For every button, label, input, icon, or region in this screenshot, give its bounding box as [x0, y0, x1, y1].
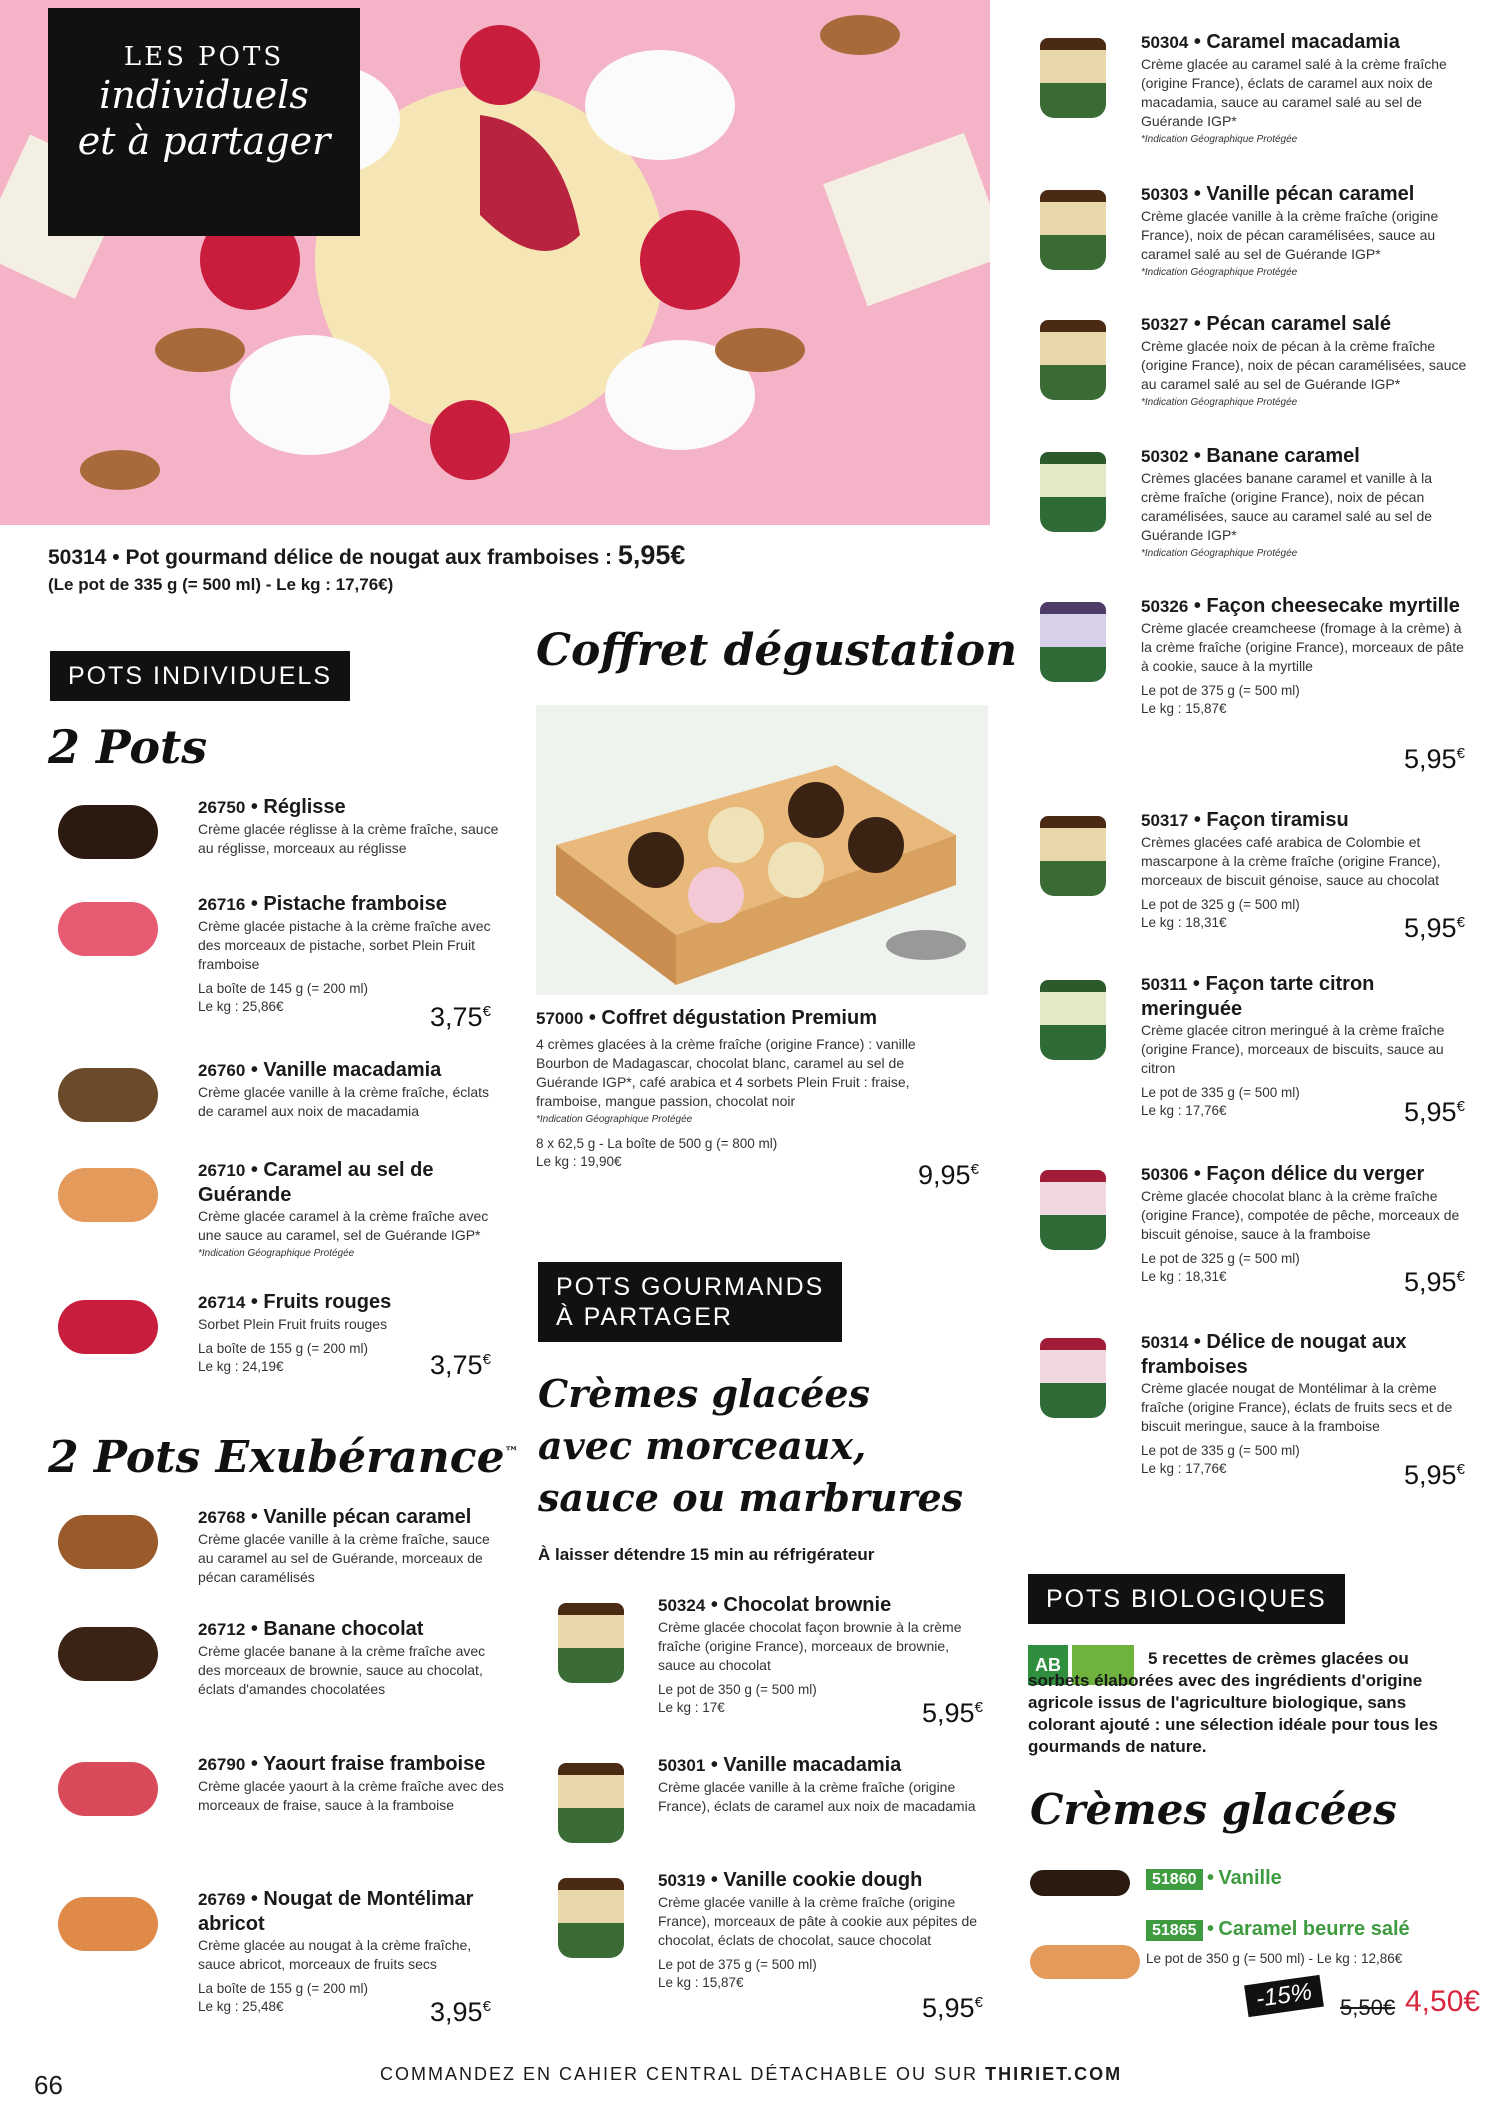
product-image: [1040, 816, 1106, 896]
product-code: 50317: [1141, 811, 1189, 830]
product-price: [1404, 913, 1465, 944]
bio-item-caramel-code: 51865: [1146, 1920, 1203, 1941]
product-name: Pistache framboise: [263, 893, 447, 915]
product-price: [1404, 1460, 1465, 1491]
product-price-currency: €: [482, 1998, 491, 2015]
product-code: 50302: [1141, 447, 1189, 466]
product-item: 26760 • Vanille macadamia Crème glacée vanille à la crème fraîche, éclats de caramel aux noix de macadamia: [198, 1058, 508, 1121]
product-code: 26760: [198, 1061, 246, 1080]
product-kg: Le kg : 25,48€: [198, 1999, 284, 2014]
coffret-weight: 8 x 62,5 g - La boîte de 500 g (= 800 ml): [536, 1136, 778, 1151]
heading-bio-cremes-glacees: Crèmes glacées: [1030, 1785, 1397, 1834]
featured-code: 50314: [48, 546, 107, 569]
product-price-value: 5,95: [922, 1993, 975, 2023]
product-price: [430, 1350, 491, 1381]
product-desc: Crème glacée vanille à la crème fraîche (origine France), noix de pécan caramélisées, sauce au caramel salé au sel de Guérande IGP*: [1141, 208, 1439, 262]
product-item: 26710 • Caramel au sel de Guérande Crème glacée caramel à la crème fraîche avec une sauce au caramel, sel de Guérande IGP* *Indication Géographique Protégée: [198, 1158, 508, 1263]
product-code: 50319: [658, 1871, 706, 1890]
product-item: 26790 • Yaourt fraise framboise Crème glacée yaourt à la crème fraîche avec des morceaux de fraise, sauce à la framboise: [198, 1752, 508, 1815]
product-price-currency: €: [482, 1351, 491, 1368]
product-code: 26710: [198, 1161, 246, 1180]
product-desc: Crème glacée chocolat façon brownie à la crème fraîche (origine France), morceaux de brownie, sauce au chocolat: [658, 1619, 962, 1673]
product-code: 50314: [1141, 1333, 1189, 1352]
product-name: Délice de nougat aux framboises: [1141, 1331, 1407, 1378]
product-code: 26769: [198, 1890, 246, 1909]
product-name: Vanille macadamia: [263, 1059, 442, 1081]
coffret-note: *Indication Géographique Protégée: [536, 1114, 693, 1125]
label-pots-gourmands-line1: POTS GOURMANDS: [556, 1273, 825, 1301]
heading-gourmands-line3: sauce ou marbrures: [538, 1475, 964, 1520]
bio-item-vanille: 51860 • Vanille: [1146, 1867, 1282, 1890]
product-name: Façon délice du verger: [1206, 1163, 1425, 1185]
product-image: [1040, 1170, 1106, 1250]
product-kg: Le kg : 17,76€: [1141, 1103, 1227, 1118]
product-note: *Indication Géographique Protégée: [198, 1248, 355, 1259]
product-weight: La boîte de 145 g (= 200 ml): [198, 981, 368, 996]
product-note: *Indication Géographique Protégée: [1141, 548, 1298, 559]
product-price-value: 5,95: [1404, 1097, 1457, 1127]
product-name: Nougat de Montélimar abricot: [198, 1888, 474, 1935]
product-kg: Le kg : 15,87€: [1141, 701, 1227, 716]
product-code: 26714: [198, 1293, 246, 1312]
product-image: [1040, 320, 1106, 400]
product-name: Façon tarte citron meringuée: [1141, 973, 1375, 1020]
coffret-price: [918, 1160, 979, 1191]
product-item: 26769 • Nougat de Montélimar abricot Crème glacée au nougat à la crème fraîche, sauce abricot, morceaux de fruits secs La boîte de 155 g (= 200 ml) Le kg : 25,48€: [198, 1887, 508, 2016]
product-item: 50311 • Façon tarte citron meringuée Crème glacée citron meringué à la crème fraîche (origine France), morceaux de biscuits, sauce au citron Le pot de 335 g (= 500 ml) Le kg : 17,76€: [1141, 972, 1471, 1120]
page-number: 66: [34, 2070, 63, 2100]
coffret-code: 57000: [536, 1009, 584, 1028]
product-name: Banane caramel: [1206, 445, 1360, 467]
product-name: Yaourt fraise framboise: [263, 1753, 486, 1775]
product-desc: Crèmes glacées café arabica de Colombie et mascarpone à la crème fraîche (origine France), morceaux de biscuit génoise, sauce au chocolat: [1141, 834, 1441, 888]
product-weight: Le pot de 350 g (= 500 ml): [658, 1682, 817, 1697]
product-desc: Crème glacée au nougat à la crème fraîche, sauce abricot, morceaux de fruits secs: [198, 1937, 472, 1972]
product-note: *Indication Géographique Protégée: [1141, 397, 1298, 408]
coffret-name: Coffret dégustation Premium: [601, 1007, 877, 1029]
product-image: [1040, 190, 1106, 270]
product-item: 26750 • Réglisse Crème glacée réglisse à la crème fraîche, sauce au réglisse, morceaux au réglisse: [198, 795, 508, 858]
product-desc: Crème glacée chocolat blanc à la crème fraîche (origine France), compotée de pêche, morceaux de biscuit génoise, sauce à la framboise: [1141, 1188, 1460, 1242]
product-item: 50301 • Vanille macadamia Crème glacée vanille à la crème fraîche (origine France), éclats de caramel aux noix de macadamia: [658, 1753, 978, 1816]
hero-title-line1: LES POTS: [123, 42, 285, 72]
product-weight: Le pot de 325 g (= 500 ml): [1141, 1251, 1300, 1266]
product-price: [1404, 1097, 1465, 1128]
bio-weight: Le pot de 350 g (= 500 ml) - Le kg : 12,86€: [1146, 1951, 1403, 1966]
product-code: 26790: [198, 1755, 246, 1774]
product-desc: Sorbet Plein Fruit fruits rouges: [198, 1316, 388, 1332]
product-code: 50303: [1141, 185, 1189, 204]
hero-title-line2: individuels: [99, 73, 309, 117]
product-name: Banane chocolat: [263, 1618, 424, 1640]
product-price-value: 3,75: [430, 1350, 483, 1380]
heading-gourmands-line2: avec morceaux,: [538, 1423, 867, 1468]
product-kg: Le kg : 18,31€: [1141, 1269, 1227, 1284]
product-item: 50314 • Délice de nougat aux framboises Crème glacée nougat de Montélimar à la crème fraîche (origine France), éclats de fruits secs et de biscuit meringue, sauce à la framboise Le pot de 335 g (= 500 ml) Le kg : 17,76€: [1141, 1330, 1471, 1478]
heading-coffret: Coffret dégustation: [536, 625, 1018, 676]
product-price-currency: €: [1456, 914, 1465, 931]
product-item: 50306 • Façon délice du verger Crème glacée chocolat blanc à la crème fraîche (origine France), compotée de pêche, morceaux de biscuit génoise, sauce à la framboise Le pot de 325 g (= 500 ml) Le kg : 18,31€: [1141, 1162, 1471, 1286]
product-image: [58, 1762, 158, 1816]
product-kg: Le kg : 17,76€: [1141, 1461, 1227, 1476]
product-name: Vanille pécan caramel: [263, 1506, 472, 1528]
product-name: Vanille pécan caramel: [1206, 183, 1415, 205]
caramel-image: [1030, 1945, 1140, 1979]
product-image: [58, 1515, 158, 1569]
product-code: 50306: [1141, 1165, 1189, 1184]
product-price-value: 5,95: [1404, 1267, 1457, 1297]
product-kg: Le kg : 25,86€: [198, 999, 284, 1014]
product-image: [58, 1627, 158, 1681]
product-price-currency: €: [1456, 1461, 1465, 1478]
product-image: [58, 1300, 158, 1354]
hero-title-badge: [48, 8, 360, 236]
heading-2-pots: 2 Pots: [48, 720, 208, 774]
product-weight: La boîte de 155 g (= 200 ml): [198, 1341, 368, 1356]
footer-site-link[interactable]: THIRIET.COM: [985, 2064, 1123, 2084]
product-image: [58, 805, 158, 859]
hero-title-line3: et à partager: [77, 119, 331, 163]
heading-cremes-glacees-morceaux: [538, 1368, 963, 1524]
product-item: 26714 • Fruits rouges Sorbet Plein Fruit fruits rouges La boîte de 155 g (= 200 ml) Le kg : 24,19€: [198, 1290, 508, 1376]
footer-text: [380, 2064, 1122, 2085]
product-price-value: 3,95: [430, 1997, 483, 2027]
product-price: [1404, 1267, 1465, 1298]
product-name: Vanille macadamia: [723, 1754, 902, 1776]
label-pots-individuels: POTS INDIVIDUELS: [50, 651, 350, 701]
coffret-item: 57000 • Coffret dégustation Premium 4 crèmes glacées à la crème fraîche (origine France) : vanille Bourbon de Madagascar, chocolat blanc, caramel au sel de Guérande IGP*, café arabica et 4 sorbets Plein Fruit : fraise, framboise, mangue passion, chocolat noir *Indication Géographique Protégée 8 x 62,5 g - La boîte de 500 g (= 800 ml) Le kg : 19,90€: [536, 1006, 936, 1171]
product-weight: La boîte de 155 g (= 200 ml): [198, 1981, 368, 1996]
product-image: [58, 1068, 158, 1122]
product-price-currency: €: [482, 1003, 491, 1020]
product-kg: Le kg : 24,19€: [198, 1359, 284, 1374]
product-price-value: 5,95: [922, 1698, 975, 1728]
product-code: 50301: [658, 1756, 706, 1775]
footer-text-prefix: COMMANDEZ EN CAHIER CENTRAL DÉTACHABLE OU SUR: [380, 2064, 979, 2084]
old-price: 5,50€: [1340, 1995, 1396, 2020]
product-price: [922, 1993, 983, 2024]
coffret-price-currency: €: [970, 1161, 979, 1178]
vanilla-image: [1030, 1870, 1130, 1896]
product-item: 26716 • Pistache framboise Crème glacée pistache à la crème fraîche avec des morceaux de pistache, sorbet Plein Fruit framboise La boîte de 145 g (= 200 ml) Le kg : 25,86€: [198, 892, 508, 1016]
discount-badge: -15%: [1244, 1975, 1324, 2017]
product-price-currency: €: [974, 1994, 983, 2011]
product-price-value: 5,95: [1404, 913, 1457, 943]
product-desc: Crème glacée vanille à la crème fraîche, éclats de caramel aux noix de macadamia: [198, 1084, 490, 1119]
ab-logo: AB: [1028, 1645, 1068, 1685]
instruction-text: À laisser détendre 15 min au réfrigérateur: [538, 1545, 875, 1564]
product-desc: Crème glacée vanille à la crème fraîche (origine France), éclats de caramel aux noix de macadamia: [658, 1779, 976, 1814]
label-pots-biologiques: POTS BIOLOGIQUES: [1028, 1574, 1345, 1624]
product-name: Réglisse: [263, 796, 346, 818]
product-item: 50317 • Façon tiramisu Crèmes glacées café arabica de Colombie et mascarpone à la crème fraîche (origine France), morceaux de biscuit génoise, sauce au chocolat Le pot de 325 g (= 500 ml) Le kg : 18,31€: [1141, 808, 1471, 932]
product-desc: Crème glacée creamcheese (fromage à la crème) à la crème fraîche (origine France), morceaux de pâte à cookie, sauce à la myrtille: [1141, 620, 1464, 674]
product-code: 26712: [198, 1620, 246, 1639]
product-name: Chocolat brownie: [723, 1594, 892, 1616]
product-desc: Crème glacée noix de pécan à la crème fraîche (origine France), noix de pécan caramélisées, sauce au caramel salé au sel de Guérande IGP*: [1141, 338, 1467, 392]
product-weight: Le pot de 325 g (= 500 ml): [1141, 897, 1300, 912]
coffret-kg: Le kg : 19,90€: [536, 1154, 622, 1169]
bio-item-caramel-name: Caramel beurre salé: [1218, 1918, 1410, 1940]
product-name: Vanille cookie dough: [723, 1869, 923, 1891]
product-image: [1040, 602, 1106, 682]
product-code: 50327: [1141, 315, 1189, 334]
product-code: 50311: [1141, 975, 1188, 994]
new-price: 4,50€: [1405, 1985, 1481, 2018]
product-code: 50326: [1141, 597, 1189, 616]
featured-price: 5,95€: [617, 540, 686, 570]
product-item: 50327 • Pécan caramel salé Crème glacée noix de pécan à la crème fraîche (origine France), noix de pécan caramélisées, sauce au caramel salé au sel de Guérande IGP* *Indication Géographique Protégée: [1141, 312, 1471, 412]
product-note: *Indication Géographique Protégée: [1141, 134, 1298, 145]
product-desc: Crème glacée nougat de Montélimar à la crème fraîche (origine France), éclats de fruits secs et de biscuit meringue, sauce à la framboise: [1141, 1380, 1453, 1434]
product-code: 50324: [658, 1596, 706, 1615]
product-item: 50302 • Banane caramel Crèmes glacées banane caramel et vanille à la crème fraîche (origine France), noix de pécan caramélisées, sauce au caramel salé au sel de Guérande IGP* *Indication Géographique Protégée: [1141, 444, 1471, 563]
bio-intro: 5 recettes de crèmes glacées ou sorbets élaborées avec des ingrédients d'origine agricole issus de l'agriculture biologique, sans colorant ajouté : une sélection idéale pour tous les gourmands de nature.: [1028, 1649, 1438, 1756]
product-name: Façon cheesecake myrtille: [1206, 595, 1460, 617]
product-price-value: 3,75: [430, 1002, 483, 1032]
product-desc: Crème glacée réglisse à la crème fraîche, sauce au réglisse, morceaux au réglisse: [198, 821, 499, 856]
product-image: [1040, 452, 1106, 532]
product-item: 50303 • Vanille pécan caramel Crème glacée vanille à la crème fraîche (origine France), noix de pécan caramélisées, sauce au caramel salé au sel de Guérande IGP* *Indication Géographique Protégée: [1141, 182, 1471, 282]
product-desc: Crème glacée banane à la crème fraîche avec des morceaux de brownie, sauce au chocolat, éclats d'amandes chocolatées: [198, 1643, 486, 1697]
featured-product: 50314 • Pot gourmand délice de nougat aux framboises : 5,95€ (Le pot de 335 g (= 500 ml) - Le kg : 17,76€): [48, 540, 988, 595]
heading-gourmands-line1: Crèmes glacées: [538, 1371, 870, 1416]
product-item: 26768 • Vanille pécan caramel Crème glacée vanille à la crème fraîche, sauce au caramel au sel de Guérande, morceaux de pécan caramélisés: [198, 1505, 508, 1587]
product-image: [1040, 980, 1106, 1060]
product-item: 50324 • Chocolat brownie Crème glacée chocolat façon brownie à la crème fraîche (origine France), morceaux de brownie, sauce au chocolat Le pot de 350 g (= 500 ml) Le kg : 17€: [658, 1593, 978, 1717]
product-price: [922, 1698, 983, 1729]
coffret-image: [536, 705, 988, 995]
label-pots-gourmands-line2: À PARTAGER: [556, 1303, 733, 1331]
product-price-currency: €: [1456, 745, 1465, 762]
coffret-desc: 4 crèmes glacées à la crème fraîche (origine France) : vanille Bourbon de Madagascar, chocolat blanc, caramel au sel de Guérande IGP*, café arabica et 4 sorbets Plein Fruit : fraise, framboise, mangue passion, chocolat noir: [536, 1036, 916, 1109]
product-image: [558, 1603, 624, 1683]
product-code: 26716: [198, 895, 246, 914]
product-desc: Crème glacée caramel à la crème fraîche avec une sauce au caramel, sel de Guérande IGP*: [198, 1208, 489, 1243]
product-price-currency: €: [974, 1699, 983, 1716]
product-price: [430, 1997, 491, 2028]
product-weight: Le pot de 335 g (= 500 ml): [1141, 1085, 1300, 1100]
coffret-price-value: 9,95: [918, 1160, 971, 1190]
product-price-value: 5,95: [1404, 744, 1457, 774]
product-name: Caramel macadamia: [1206, 31, 1400, 53]
product-name: Caramel au sel de Guérande: [198, 1159, 434, 1206]
bio-item-vanille-code: 51860: [1146, 1869, 1203, 1890]
product-price-currency: €: [1456, 1268, 1465, 1285]
product-image: [58, 1897, 158, 1951]
featured-line: Pot gourmand délice de nougat aux framboises :: [125, 546, 613, 569]
product-code: 26750: [198, 798, 246, 817]
bio-item-vanille-name: Vanille: [1218, 1867, 1282, 1889]
product-image: [1040, 38, 1106, 118]
product-price-value: 5,95: [1404, 1460, 1457, 1490]
product-name: Fruits rouges: [263, 1291, 392, 1313]
product-code: 50304: [1141, 33, 1189, 52]
product-item: 50326 • Façon cheesecake myrtille Crème glacée creamcheese (fromage à la crème) à la crème fraîche (origine France), morceaux de pâte à cookie, sauce à la myrtille Le pot de 375 g (= 500 ml) Le kg : 15,87€: [1141, 594, 1471, 718]
product-kg: Le kg : 17€: [658, 1700, 725, 1715]
product-item: 50304 • Caramel macadamia Crème glacée au caramel salé à la crème fraîche (origine France), éclats de caramel aux noix de macadamia, sauce au caramel salé au sel de Guérande IGP* *Indication Géographique Protégée: [1141, 30, 1471, 149]
coffret-illustration: [536, 705, 988, 995]
product-weight: Le pot de 375 g (= 500 ml): [1141, 683, 1300, 698]
heading-2-pots-exuberance: [48, 1432, 519, 1483]
product-kg: Le kg : 18,31€: [1141, 915, 1227, 930]
product-weight: Le pot de 335 g (= 500 ml): [1141, 1443, 1300, 1458]
product-desc: Crème glacée pistache à la crème fraîche avec des morceaux de pistache, sorbet Plein Fruit framboise: [198, 918, 491, 972]
product-desc: Crème glacée au caramel salé à la crème fraîche (origine France), éclats de caramel aux noix de macadamia, sauce au caramel salé au sel de Guérande IGP*: [1141, 56, 1447, 129]
product-price-currency: €: [1456, 1098, 1465, 1115]
featured-sub: (Le pot de 335 g (= 500 ml) - Le kg : 17,76€): [48, 575, 394, 594]
product-item: 26712 • Banane chocolat Crème glacée banane à la crème fraîche avec des morceaux de brownie, sauce au chocolat, éclats d'amandes chocolatées: [198, 1617, 508, 1699]
product-name: Façon tiramisu: [1206, 809, 1349, 831]
product-desc: Crème glacée yaourt à la crème fraîche avec des morceaux de fraise, sauce à la framboise: [198, 1778, 504, 1813]
product-desc: Crème glacée vanille à la crème fraîche (origine France), morceaux de pâte à cookie aux pépites de chocolat, éclats de chocolat, sauce chocolat: [658, 1894, 978, 1948]
label-pots-gourmands: [538, 1262, 842, 1342]
product-desc: Crème glacée citron meringué à la crème fraîche (origine France), morceaux de biscuits, sauce au citron: [1141, 1022, 1445, 1076]
product-name: Pécan caramel salé: [1206, 313, 1391, 335]
product-image: [558, 1878, 624, 1958]
product-item: 50319 • Vanille cookie dough Crème glacée vanille à la crème fraîche (origine France), morceaux de pâte à cookie aux pépites de chocolat, éclats de chocolat, sauce chocolat Le pot de 375 g (= 500 ml) Le kg : 15,87€: [658, 1869, 978, 1990]
product-price: [430, 1002, 491, 1033]
product-image: [1040, 1338, 1106, 1418]
product-image: [58, 902, 158, 956]
product-note: *Indication Géographique Protégée: [1141, 267, 1298, 278]
product-price: [1404, 744, 1465, 775]
product-weight: Le pot de 375 g (= 500 ml): [658, 1957, 817, 1972]
product-kg: Le kg : 15,87€: [658, 1975, 744, 1990]
bio-item-caramel: 51865 • Caramel beurre salé: [1146, 1918, 1410, 1941]
heading-2-pots-exuberance-text: 2 Pots Exubérance: [48, 1432, 505, 1483]
product-code: 26768: [198, 1508, 246, 1527]
product-desc: Crèmes glacées banane caramel et vanille à la crème fraîche (origine France), noix de pécan caramélisées, sauce au caramel salé au sel de Guérande IGP*: [1141, 470, 1433, 543]
product-image: [58, 1168, 158, 1222]
product-desc: Crème glacée vanille à la crème fraîche, sauce au caramel au sel de Guérande, morceaux de pécan caramélisés: [198, 1531, 490, 1585]
product-image: [558, 1763, 624, 1843]
trademark: ™: [504, 1444, 519, 1461]
